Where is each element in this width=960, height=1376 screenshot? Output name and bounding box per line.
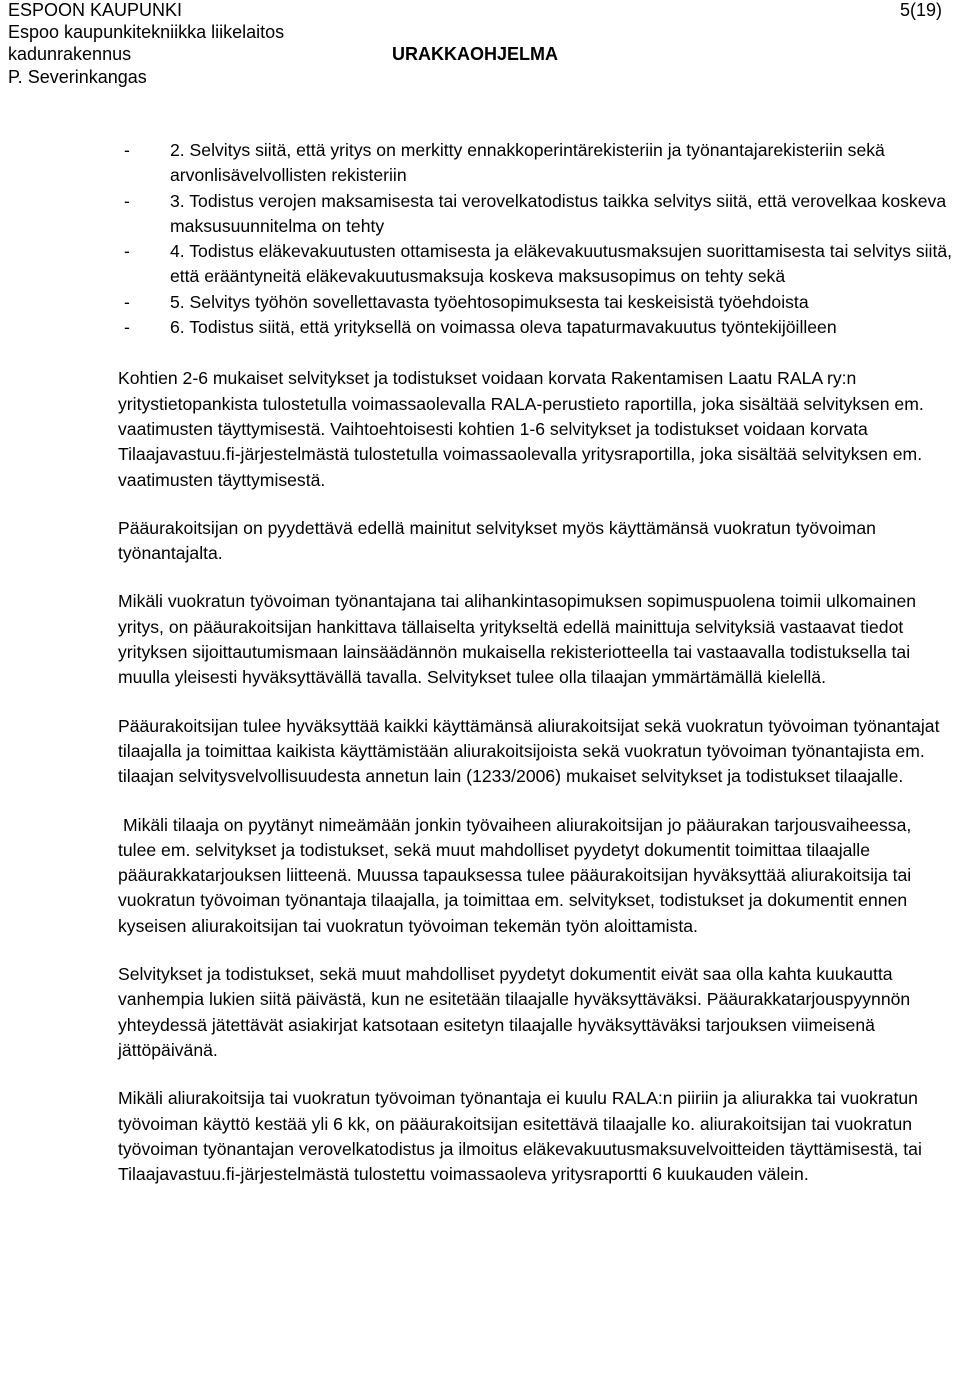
list-item	[118, 189, 954, 240]
list-item-text: 3. Todistus verojen maksamisesta tai verovelkatodistus taikka selvitys siitä, että verovelkaa koskeva maksusuunnitelma on tehty	[170, 190, 947, 236]
list-dash: -	[124, 190, 130, 211]
document-title: URAKKAOHJELMA	[392, 44, 558, 64]
list-item	[118, 290, 954, 315]
list-item-text: 6. Todistus siitä, että yrityksellä on voimassa oleva tapaturmavakuutus työntekijöilleen	[170, 317, 837, 338]
page-header	[8, 0, 952, 96]
list-dash: -	[124, 317, 130, 338]
requirements-list	[118, 138, 954, 340]
list-item-text: 2. Selvitys siitä, että yritys on merkitty ennakkoperintärekisteriin ja työnantajarekisteriin sekä arvonlisävelvollisten rekisteriin	[170, 140, 885, 186]
paragraph-leased-labour: Pääurakoitsijan on pyydettävä edellä mainitut selvitykset myös käyttämänsä vuokratun työvoiman työnantajalta.	[118, 517, 876, 564]
list-item	[118, 239, 954, 290]
paragraph-foreign-company: Mikäli vuokratun työvoiman työnantajana tai alihankintasopimuksen sopimuspuolena toimii ulkomainen yritys, on pääurakoitsijan hankittava tällaiselta yritykseltä edellä mainittuja selvityksiä vastaavat tiedot yrityksen sijoittautumismaan lainsäädännön mukaisella rekisteriotteella tai vastaavalla todistuksella tai muulla yleisesti hyväksyttävällä tavalla. Selvitykset tulee olla tilaajan ymmärtämällä kielellä.	[118, 591, 917, 688]
list-item-text: 4. Todistus eläkevakuutusten ottamisesta ja eläkevakuutusmaksujen suorittamisesta tai selvitys siitä, että erääntyneitä eläkevakuutusmaksuja koskeva maksusopimus on tehty sekä	[170, 241, 953, 287]
list-dash: -	[124, 140, 130, 160]
author-name: P. Severinkangas	[8, 67, 147, 87]
list-item-text: 5. Selvitys työhön sovellettavasta työehtosopimuksesta tai keskeisistä työehdoista	[170, 291, 809, 312]
list-item	[118, 315, 954, 340]
paragraph-document-age: Selvitykset ja todistukset, sekä muut mahdolliset pyydetyt dokumentit eivät saa olla kahta kuukautta vanhempia lukien siitä päivästä, kun ne esitetään tilaajalle hyväksyttäväksi. Pääurakkatarjouspyynnön yhteydessä jätettävät asiakirjat katsotaan esitetyn tilaajalle hyväksyttäväksi tarjouksen viimeisenä jättöpäivänä.	[118, 964, 911, 1060]
list-dash: -	[124, 291, 130, 312]
document-body	[118, 138, 954, 1187]
paragraph-tender-phase: Mikäli tilaaja on pyytänyt nimeämään jonkin työvaiheen aliurakoitsijan jo pääurakan tarjousvaiheessa, tulee em. selvitykset ja todistukset, sekä muut mahdolliset pyydetyt dokumentit toimittaa tilaajalle pääurakkatarjouksen liitteenä. Muussa tapauksessa tulee pääurakoitsijan hyväksyttää aliurakoitsija tai vuokratun työvoiman työnantaja tilaajalla, ja toimittaa em. selvitykset, todistukset ja dokumentit ennen kyseisen aliurakoitsijan tai vuokratun työvoiman tekemän työn aloittamista.	[118, 814, 912, 936]
org-name: ESPOON KAUPUNKI	[8, 0, 183, 20]
paragraph-six-month-reports: Mikäli aliurakoitsija tai vuokratun työvoiman työnantaja ei kuulu RALA:n piiriin ja aliurakka tai vuokratun työvoiman käyttö kestää yli 6 kk, on pääurakoitsijan esitettävä tilaajalle ko. aliurakoitsijan tai vuokratun työvoiman työnantajan verovelkatodistus ja ilmoitus eläkevakuutusmaksuvelvoitteiden täyttämisestä, tai Tilaajavastuu.fi-järjestelmästä tulostettu voimassaoleva yritysraportti 6 kuukauden välein.	[118, 1088, 922, 1185]
paragraph-subcontractor-approval: Pääurakoitsijan tulee hyväksyttää kaikki käyttämänsä aliurakoitsijat sekä vuokratun työvoiman työnantajat tilaajalla ja toimittaa kaikista käyttämistään aliurakoitsijoista sekä vuokratun työvoiman työnantajista em. tilaajan selvitysvelvollisuudesta annetun lain (1233/2006) mukaiset selvitykset ja todistukset tilaajalle.	[118, 715, 940, 787]
page-number: 5(19)	[899, 0, 942, 20]
department-name: kadunrakennus	[8, 44, 132, 64]
unit-name: Espoo kaupunkitekniikka liikelaitos	[8, 22, 285, 42]
list-item	[118, 138, 954, 189]
paragraph-rala-substitution: Kohtien 2-6 mukaiset selvitykset ja todistukset voidaan korvata Rakentamisen Laatu RALA ry:n yritystietopankista tulostetulla voimassaolevalla RALA-perustieto raportilla, joka sisältää selvityksen em. vaatimusten täyttymisestä. Vaihtoehtoisesti kohtien 1-6 selvitykset ja todistukset voidaan korvata Tilaajavastuu.fi-järjestelmästä tulostetulla voimassaolevalla yritysraportilla, joka sisältää selvityksen em. vaatimusten täyttymisestä.	[118, 368, 924, 490]
list-dash: -	[124, 241, 130, 262]
